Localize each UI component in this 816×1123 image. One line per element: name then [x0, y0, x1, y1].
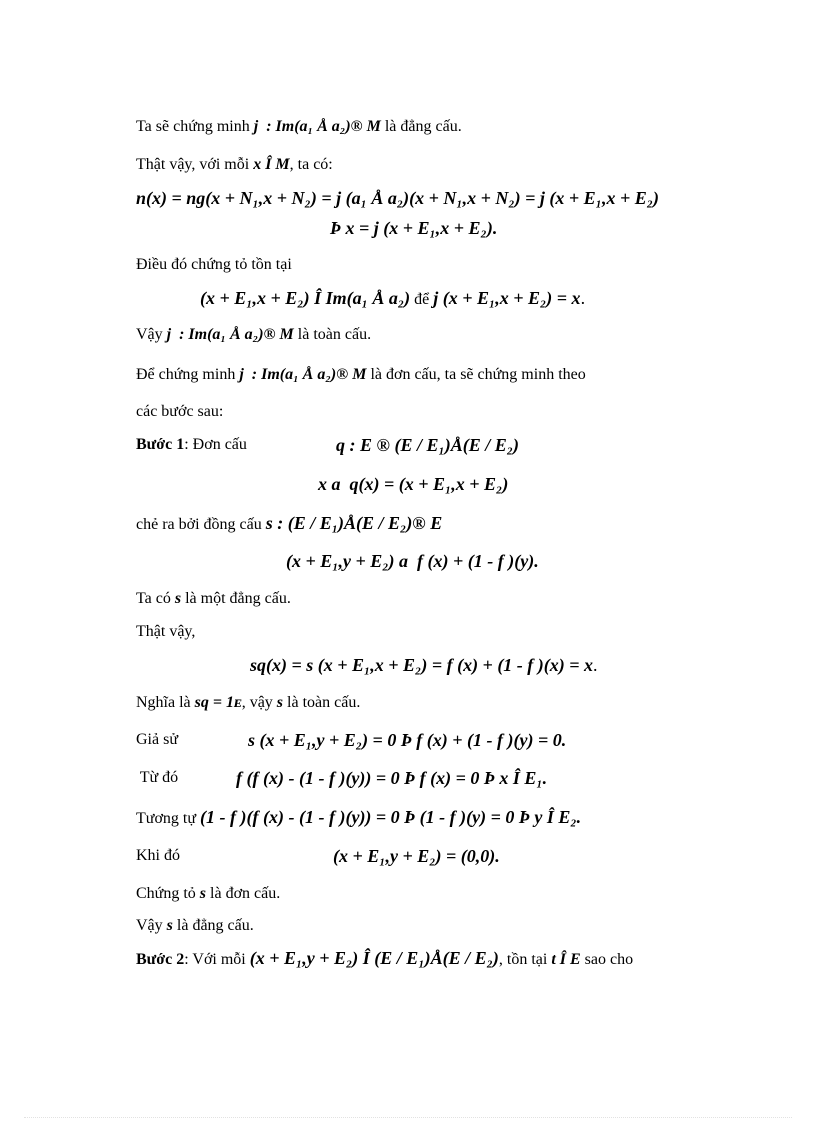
line-12: chẻ ra bởi đồng cấu s : (E / E₁)Å(E / E₂)® E: [136, 513, 443, 533]
equation-line-4: Þ x = j (x + E₁,x + E₂).: [330, 218, 498, 238]
footer-divider: [24, 1117, 792, 1118]
equation-line-16: sq(x) = s (x + E₁,x + E₂) = f (x) + (1 - f )(x) = x.: [250, 655, 598, 675]
line-17: Nghĩa là sq = 1ᴇ, vậy s là toàn cấu.: [136, 694, 361, 711]
equation-line-13: (x + E₁,y + E₂) a f (x) + (1 - f )(y).: [286, 551, 539, 571]
line-24: Bước 2: Với mỗi (x + E₁,y + E₂) Î (E / E₁)Å(E / E₂), tồn tại t Î E sao cho: [136, 948, 634, 968]
line-22: Chứng tỏ s là đơn cấu.: [136, 885, 281, 902]
equation-line-6: (x + E₁,x + E₂) Î Im(a₁ Å a₂) để j (x + E₁,x + E₂) = x.: [200, 288, 586, 308]
equation-line-11: x a q(x) = (x + E₁,x + E₂): [318, 474, 509, 494]
line-14: Ta có s là một đẳng cấu.: [136, 590, 291, 607]
line-8: Để chứng minh j : Im(a₁ Å a₂)® M là đơn cấu, ta sẽ chứng minh theo: [136, 366, 586, 383]
line-18: Giả sử s (x + E₁,y + E₂) = 0 Þ f (x) + (1 - f )(y) = 0.: [136, 730, 567, 750]
equation-line-3: n(x) = ng(x + N₁,x + N₂) = j (a₁ Å a₂)(x + N₁,x + N₂) = j (x + E₁,x + E₂): [136, 188, 659, 208]
line-7: Vậy j : Im(a₁ Å a₂)® M là toàn cấu.: [136, 326, 372, 343]
line-5: Điều đó chứng tỏ tồn tại: [136, 256, 292, 273]
line-15: Thật vậy,: [136, 623, 196, 640]
line-23: Vậy s là đẳng cấu.: [136, 917, 254, 934]
line-9: các bước sau:: [136, 403, 224, 420]
line-19: Từ đó f (f (x) - (1 - f )(y)) = 0 Þ f (x) = 0 Þ x Î E₁.: [136, 768, 548, 788]
line-1: Ta sẽ chứng minh j : Im(a₁ Å a₂)® M là đẳng cấu.: [136, 118, 462, 135]
line-20: Tương tự (1 - f )(f (x) - (1 - f )(y)) = 0 Þ (1 - f )(y) = 0 Þ y Î E₂.: [136, 807, 582, 827]
line-10: Bước 1: Đơn cấu q : E ® (E / E₁)Å(E / E₂): [136, 435, 520, 455]
line-21: Khi đó (x + E₁,y + E₂) = (0,0).: [136, 846, 500, 866]
line-2: Thật vậy, với mỗi x Î M, ta có:: [136, 156, 333, 173]
